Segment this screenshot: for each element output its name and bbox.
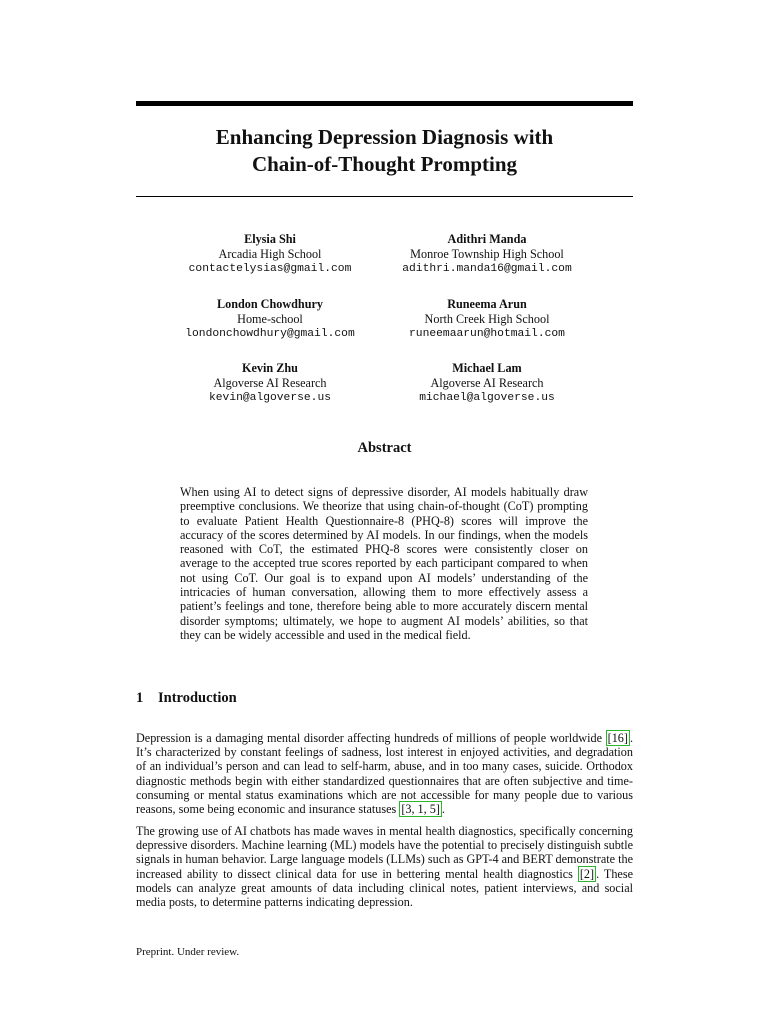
author-name: Michael Lam <box>452 361 522 375</box>
author-block <box>150 232 390 277</box>
title-bottom-rule <box>136 196 633 197</box>
paragraph-text: The growing use of AI chatbots has made waves in mental health diagnostics, specifically concerning depressive disorders. Machine learning (ML) models have the potential to precisely distinguish subtle signals in human behavior. Large language models (LLMs) such as GPT-4 and BERT demonstrate the increased ability to dissect clinical data for use in bettering mental health diagnostics <box>136 824 633 881</box>
author-affiliation: Algoverse AI Research <box>213 376 327 390</box>
citation-link[interactable]: [3, 1, 5] <box>401 802 440 817</box>
author-name: Runeema Arun <box>447 297 527 311</box>
paper-title <box>136 124 633 178</box>
paragraph-text: . It’s characterized by constant feelings of sadness, lost interest in enjoyed activities, and degradation of an individual’s person and can lead to self-harm, abuse, and in too many cases, suicide. Orthodox diagnostic methods begin with either standardized questionnaires that are often subjective and time-consuming or mental status examinations which are not accessible for many people due to various reasons, some being economic and insurance statuses <box>136 731 633 817</box>
title-line-2: Chain-of-Thought Prompting <box>251 152 518 176</box>
title-top-rule <box>136 101 633 106</box>
intro-paragraph-1 <box>136 731 633 816</box>
author-name: London Chowdhury <box>216 297 323 311</box>
author-email[interactable]: adithri.manda16@gmail.com <box>402 263 572 275</box>
author-affiliation: North Creek High School <box>424 312 550 326</box>
section-title: Introduction <box>158 690 237 706</box>
paragraph-text: . These models can analyze great amounts of data including clinical notes, patient interviews, and social media posts, to determine patterns indicating depression. <box>136 866 633 910</box>
author-affiliation: Home-school <box>237 312 303 326</box>
author-affiliation: Monroe Township High School <box>410 247 564 261</box>
author-block <box>150 297 390 342</box>
author-email[interactable]: runeemaarun@hotmail.com <box>409 328 565 340</box>
section-heading <box>136 690 237 707</box>
section-number: 1 <box>136 690 144 706</box>
author-block <box>367 232 607 277</box>
author-email[interactable]: contactelysias@gmail.com <box>188 263 352 275</box>
author-email[interactable]: kevin@algoverse.us <box>208 392 332 404</box>
author-name: Elysia Shi <box>244 232 296 246</box>
author-name: Kevin Zhu <box>242 361 298 375</box>
author-block <box>367 297 607 342</box>
author-block <box>150 361 390 406</box>
author-block <box>367 361 607 406</box>
paragraph-text: . <box>441 802 445 817</box>
author-name: Adithri Manda <box>447 232 527 246</box>
abstract-heading: Abstract <box>357 440 412 456</box>
citation-link[interactable]: [2] <box>579 866 595 881</box>
citation-link[interactable]: [16] <box>607 731 628 745</box>
preprint-footer: Preprint. Under review. <box>136 946 240 958</box>
intro-paragraph-2 <box>136 824 633 909</box>
author-affiliation: Algoverse AI Research <box>430 376 544 390</box>
author-affiliation: Arcadia High School <box>218 247 322 261</box>
author-email[interactable]: michael@algoverse.us <box>419 392 555 404</box>
author-email[interactable]: londonchowdhury@gmail.com <box>185 328 355 340</box>
paragraph-text: Depression is a damaging mental disorder affecting hundreds of millions of people worldwide <box>136 731 606 745</box>
title-line-1: Enhancing Depression Diagnosis with <box>215 125 554 149</box>
abstract-body: When using AI to detect signs of depressive disorder, AI models habitually draw preemptive conclusions. We theorize that using chain-of-thought (CoT) prompting to evaluate Patient Health Questionnaire-8 (PHQ-8) scores will improve the accuracy of the scores determined by AI models. In our findings, when the models reasoned with CoT, the estimated PHQ-8 scores were consistently closer on average to the accepted true scores reported by each participant compared to when not using CoT. Our goal is to expand upon AI models’ understanding of the intricacies of human conversation, allowing them to more effectively assess a patient’s feelings and tone, therefore being able to more accurately discern mental disorder symptoms; ultimately, we hope to augment AI models’ abilities, so that they can be widely accessible and used in the medical field. <box>180 485 588 642</box>
